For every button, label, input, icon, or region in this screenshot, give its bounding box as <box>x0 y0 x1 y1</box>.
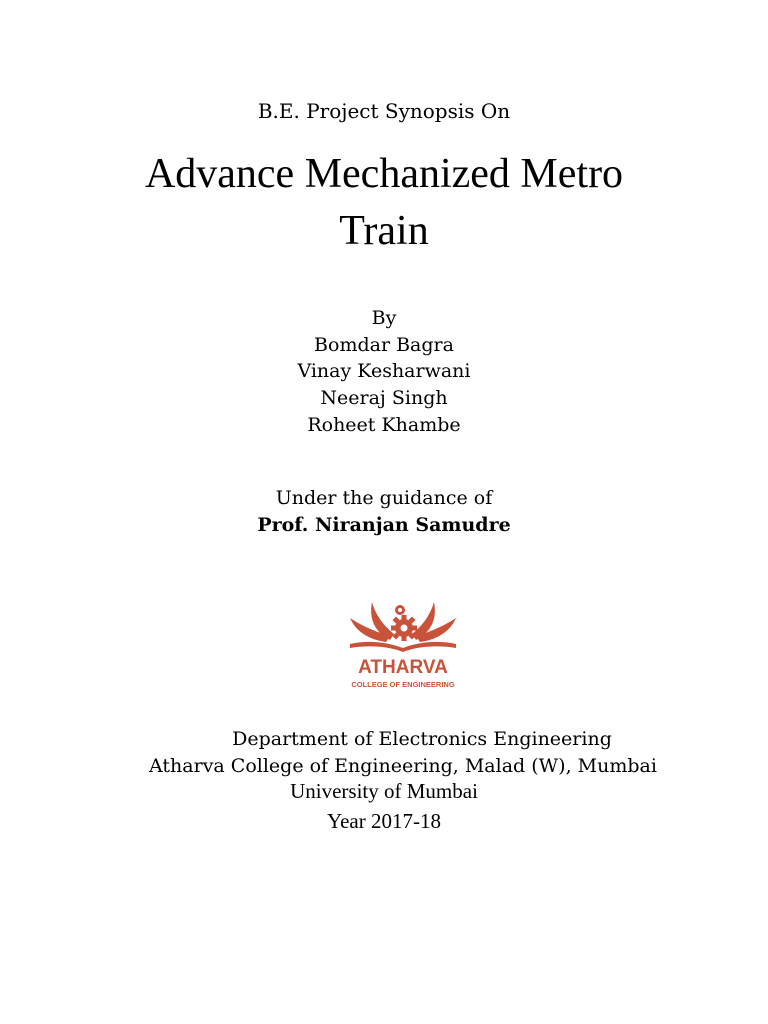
document-subtitle: B.E. Project Synopsis On <box>257 99 511 123</box>
academic-year: Year 2017-18 <box>327 809 441 833</box>
project-title-line-2: Train <box>339 208 429 254</box>
author-name: Bomdar Bagra <box>314 334 454 356</box>
author-name: Vinay Kesharwani <box>297 360 471 382</box>
university-name: University of Mumbai <box>290 779 478 803</box>
project-title-line-1: Advance Mechanized Metro <box>144 151 624 197</box>
college-logo <box>338 596 468 692</box>
author-name: Roheet Khambe <box>307 414 461 436</box>
guidance-label: Under the guidance of <box>275 487 493 509</box>
logo-tagline: COLLEGE OF ENGINEERING <box>351 680 455 689</box>
department-name: Department of Electronics Engineering <box>232 728 612 750</box>
logo-name: ATHARVA <box>358 657 448 678</box>
by-label: By <box>371 307 397 329</box>
guide-name: Prof. Niranjan Samudre <box>257 514 511 536</box>
author-name: Neeraj Singh <box>320 387 448 409</box>
open-book-icon <box>350 642 456 652</box>
college-name: Atharva College of Engineering, Malad (W), Mumbai <box>149 755 657 777</box>
